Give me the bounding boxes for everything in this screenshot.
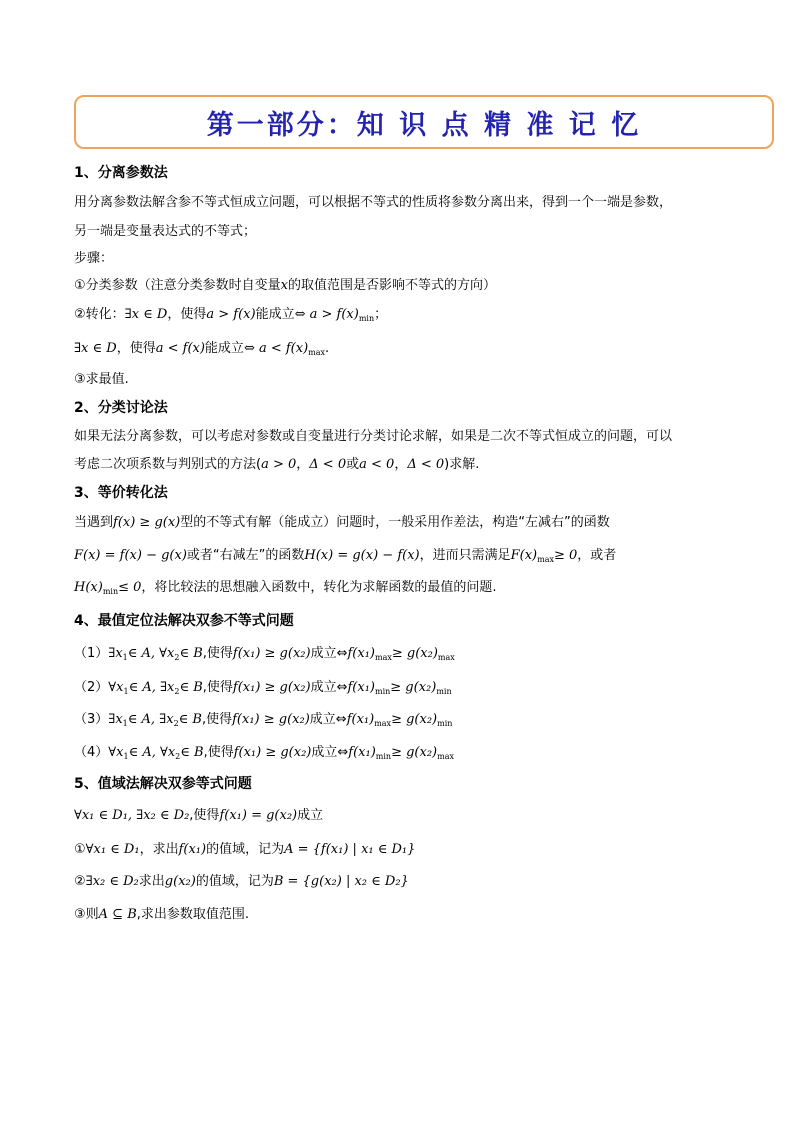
s1-para-2: 另一端是变量表达式的不等式；	[74, 224, 257, 239]
s2-para-2: 考虑二次项系数与判别式的方法(a > 0，Δ < 0或a < 0，Δ < 0)求解.	[74, 457, 480, 472]
s1-step-2: ②转化：∃x ∈ D，使得a > f(x)能成立⇔ $a > f(x)_{min}$；	[74, 307, 388, 323]
s1-steps-label: 步骤：	[74, 251, 114, 266]
s4-item: $(3)\exists x_1\in$ A, $\exists x_2\in$ B,使得f(x₁) ≥ g(x₂)成立$\Leftrightarrow f(x_1)_{max}\ge g(x_2)_{min}$	[74, 712, 453, 728]
s5-line-3: ②∃x₂ ∈ D₂求出g(x₂)的值域，记为B = {g(x₂) | x₂ ∈ D₂}	[74, 874, 409, 889]
s4-item: $(1)\exists x_1\in$ A, $\forall x_2\in$ B,使得f(x₁) ≥ g(x₂)成立$\Leftrightarrow f(x_1)_{max}\ge g(x_2)_{max}$	[74, 646, 455, 662]
section-banner	[74, 95, 774, 149]
s2-heading: 2、分类讨论法	[74, 400, 168, 416]
s5-line-2: ①∀x₁ ∈ D₁，求出f(x₁)的值域，记为A = {f(x₁) | x₁ ∈ D₁}	[74, 842, 416, 857]
s3-line-3: $H(x)_{min}\le 0$，将比较法的思想融入函数中，转化为求解函数的最值的问题.	[74, 580, 497, 596]
s4-heading: 4、最值定位法解决双参不等式问题	[74, 613, 294, 629]
s1-step-1: ①分类参数（注意分类参数时自变量x的取值范围是否影响不等式的方向）	[74, 278, 497, 293]
s1-step-3: ③求最值.	[74, 372, 129, 387]
s1-heading: 1、分离参数法	[74, 165, 168, 181]
s5-heading: 5、值域法解决双参等式问题	[74, 776, 252, 792]
s1-para-1: 用分离参数法解含参不等式恒成立问题，可以根据不等式的性质将参数分离出来，得到一个一端是参数，	[74, 195, 673, 210]
s4-item: $(2)\forall x_1\in$ A, $\exists x_2\in$ B,使得f(x₁) ≥ g(x₂)成立$\Leftrightarrow f(x_1)_{min}\ge g(x_2)_{min}$	[74, 680, 452, 696]
s1-step-2b: ∃x ∈ D，使得a < f(x)能成立⇔ $a < f(x)_{max}$.	[74, 341, 330, 357]
s3-heading: 3、等价转化法	[74, 485, 168, 501]
s4-item: $(4)\forall x_1\in$ A, $\forall x_2\in$ B,使得f(x₁) ≥ g(x₂)成立$\Leftrightarrow f(x_1)_{min}\ge g(x_2)_{max}$	[74, 745, 454, 761]
s5-line-4: ③则A ⊆ B,求出参数取值范围.	[74, 907, 250, 922]
s5-line-1: ∀x₁ ∈ D₁, ∃x₂ ∈ D₂,使得f(x₁) = g(x₂)成立	[74, 808, 324, 823]
s3-line-2: F(x) = f(x) − g(x)或者“右减左”的函数H(x) = g(x) − f(x)，进而只需满足$F(x)_{max}\ge 0$，或者	[74, 548, 617, 564]
s3-line-1: 当遇到f(x) ≥ g(x)型的不等式有解（能成立）问题时，一般采用作差法，构造“左减右”的函数	[74, 515, 610, 530]
banner-title: 第一部分：知 识 点 精 准 记 忆	[206, 109, 642, 141]
s2-para-1: 如果无法分离参数，可以考虑对参数或自变量进行分类讨论求解，如果是二次不等式恒成立的问题，可以	[74, 429, 673, 444]
